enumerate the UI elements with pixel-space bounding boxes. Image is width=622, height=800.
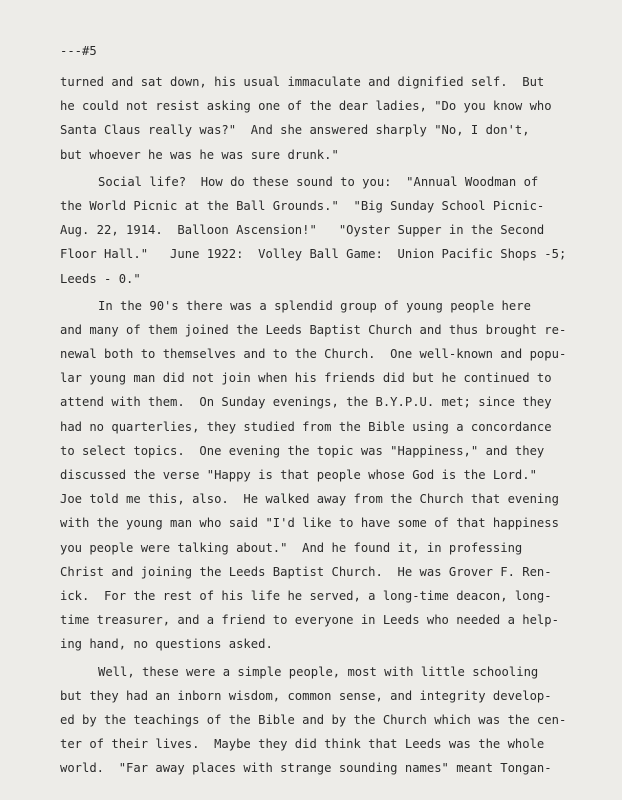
text-line: Well, these were a simple people, most with little schooling <box>98 664 539 679</box>
text-line: turned and sat down, his usual immaculate and dignified self. But <box>60 75 545 89</box>
text-line: the World Picnic at the Ball Grounds." "Big Sunday School Picnic- <box>60 198 545 213</box>
text-line: world. "Far away places with strange sounding names" meant Tongan- <box>60 761 552 776</box>
paragraph-2 <box>60 170 580 291</box>
text-line: had no quarterlies, they studied from the Bible using a concordance <box>60 419 552 434</box>
text-line: but they had an inborn wisdom, common sense, and integrity develop- <box>60 688 552 703</box>
text-line: time treasurer, and a friend to everyone in Leeds who needed a help- <box>60 613 559 628</box>
paragraph-4 <box>60 660 580 781</box>
text-line: to select topics. One evening the topic was "Happiness," and they <box>60 443 545 458</box>
text-line: Joe told me this, also. He walked away from the Church that evening <box>60 492 559 507</box>
text-line: ick. For the rest of his life he served, a long-time deacon, long- <box>60 588 552 603</box>
text-line: newal both to themselves and to the Church. One well-known and popu- <box>60 347 567 362</box>
text-line: Santa Claus really was?" And she answered sharply "No, I don't, <box>60 123 530 138</box>
text-line: Christ and joining the Leeds Baptist Church. He was Grover F. Ren- <box>60 564 552 579</box>
text-line: discussed the verse "Happy is that people whose God is the Lord." <box>60 468 537 482</box>
text-line: you people were talking about." And he found it, in professing <box>60 540 523 555</box>
text-line: ter of their lives. Maybe they did think that Leeds was the whole <box>60 737 545 752</box>
paragraph-3 <box>60 294 580 657</box>
text-line: lar young man did not join when his friends did but he continued to <box>60 371 552 386</box>
text-line: Aug. 22, 1914. Balloon Ascension!" "Oyster Supper in the Second <box>60 223 545 238</box>
text-line: he could not resist asking one of the dear ladies, "Do you know who <box>60 99 552 114</box>
paragraph-1 <box>60 70 580 167</box>
text-line: ed by the teachings of the Bible and by the Church which was the cen- <box>60 712 567 727</box>
text-line: ing hand, no questions asked. <box>60 637 273 652</box>
text-line: In the 90's there was a splendid group of young people here <box>98 298 531 313</box>
text-line: with the young man who said "I'd like to have some of that happiness <box>60 516 559 531</box>
body-text <box>60 70 580 780</box>
text-line: Social life? How do these sound to you: "Annual Woodman of <box>98 174 539 189</box>
text-line: attend with them. On Sunday evenings, the B.Y.P.U. met; since they <box>60 395 552 410</box>
text-line: Leeds - 0." <box>60 271 141 286</box>
text-line: but whoever he was he was sure drunk." <box>60 147 339 162</box>
page-number: ---#5 <box>60 44 97 58</box>
text-line: and many of them joined the Leeds Baptist Church and thus brought re- <box>60 322 567 337</box>
text-line: Floor Hall." June 1922: Volley Ball Game: Union Pacific Shops -5; <box>60 247 567 262</box>
